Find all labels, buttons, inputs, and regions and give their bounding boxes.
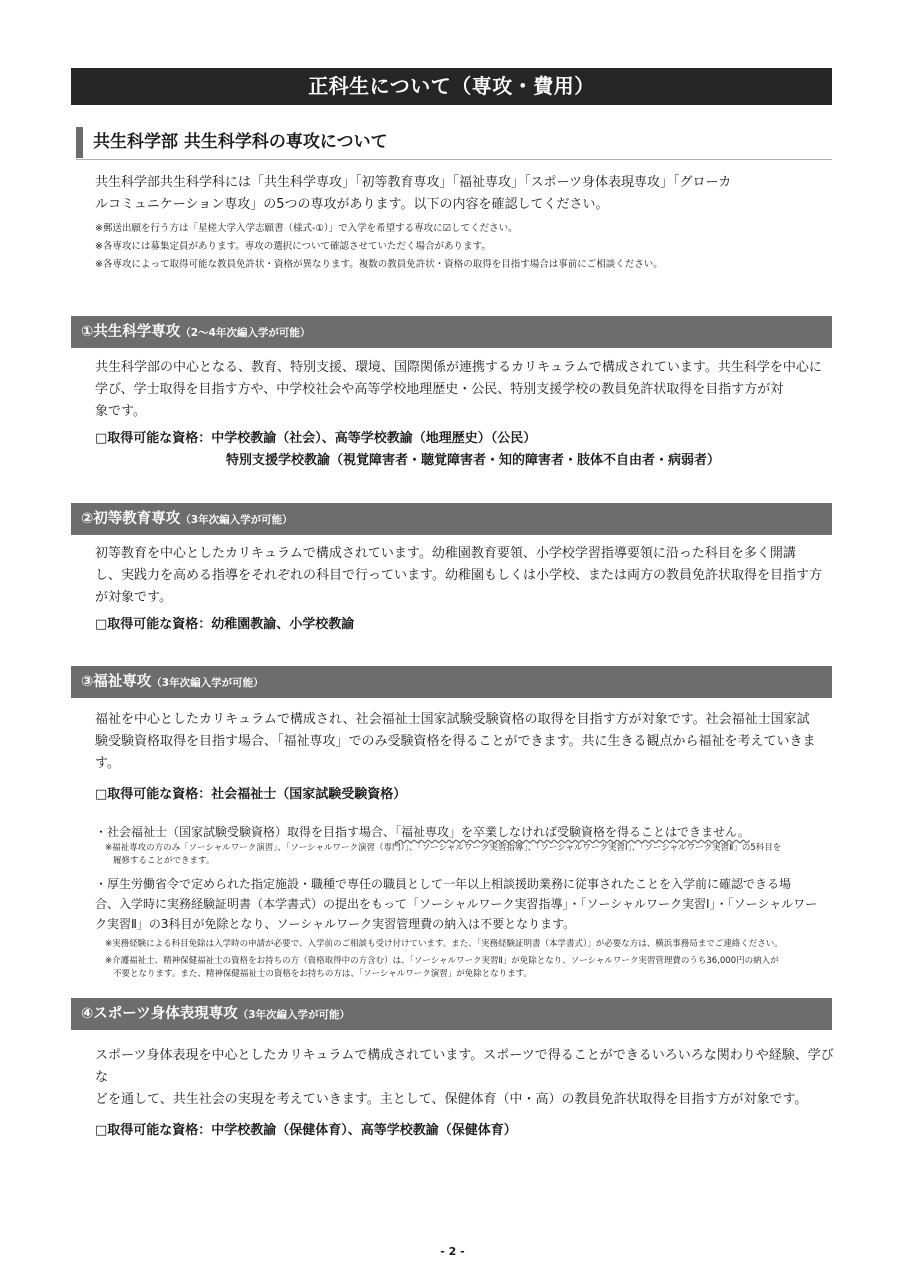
fukushi-bullet-2-cont: ク実習Ⅱ」の3科目が免除となり、ソーシャルワーク実習管理費の納入は不要となります。 [95,917,576,931]
major-line: 学び、学士取得を目指す方や、中学校社会や高等学校地理歴史・公民、特別支援学校の教員免許状取得を目指す方が対 [95,382,784,397]
section-title: 共生科学部 共生科学科の専攻について [93,132,388,152]
major-title: ②初等教育専攻 [81,511,181,527]
intro-line: ルコミュニケーション専攻」の5つの専攻があります。以下の内容を確認してください。 [95,197,609,212]
page-title: 正科生について（専攻・費用） [71,68,832,105]
fukushi-note: ※福祉専攻の方のみ「ソーシャルワーク演習」、「ソーシャルワーク演習（専門）」、「ソーシャルワーク実習指導」、「ソーシャルワーク実習Ⅰ」、「ソーシャルワーク実習Ⅱ」の5科目を [105,843,782,853]
major-line: が対象です。 [95,590,172,605]
major-body-shoto [95,543,835,636]
major-line: し、実践力を高める指導をそれぞれの科目で行っています。幼稚園もしくは小学校、または両方の教員免許状取得を目指す方 [95,568,822,583]
intro-note: ※各専攻によって取得可能な教員免許状・資格が異なります。複数の教員免許状・資格の取得を目指す場合は事前にご相談ください。 [95,259,663,270]
major-title: ①共生科学専攻 [81,324,181,340]
qualification: □取得可能な資格：幼稚園教諭、小学校教諭 [95,617,355,632]
fukushi-bullet-2: ・厚生労働省令で定められた指定施設・職種で専任の職員として一年以上相談援助業務に従事されたことを入学前に確認できる場 [95,877,792,891]
section-heading [76,127,832,160]
qualification: □取得可能な資格：中学校教諭（社会）、高等学校教諭（地理歴史）（公民） [95,431,537,446]
major-line: どを通して、共生社会の実現を考えていきます。主として、保健体育（中・高）の教員免許状取得を目指す方が対象です。 [95,1092,808,1107]
major-sub: （3年次編入学が可能） [237,1009,351,1021]
major-line: スポーツ身体表現を中心としたカリキュラムで構成されています。スポーツで得ることができるいろいろな関わりや経験、学びな [95,1048,834,1085]
major-sub: （3年次編入学が可能） [180,514,293,526]
page-number: - 2 - [440,1245,465,1258]
major-body-fukushi [95,709,835,981]
major-title: ④スポーツ身体表現専攻 [81,1006,238,1022]
major-line: 験受験資格取得を目指す場合、「福祉専攻」でのみ受験資格を得ることができます。共に生きる観点から福祉を考えていきます。 [95,734,816,771]
major-line: 象です。 [95,404,146,419]
major-line: 共生科学部の中心となる、教育、特別支援、環境、国際関係が連携するカリキュラムで構成されています。共生科学を中心に [95,360,822,375]
fukushi-bullet-1: ・社会福祉士（国家試験受験資格）取得を目指す場合、「福祉専攻」を卒業しなければ受験資格を得ることはできません。 [95,825,750,839]
fukushi-note: 履修することができます。 [113,856,215,866]
fukushi-note: ※介護福祉士、精神保健福祉士の資格をお持ちの方（資格取得中の方含む）は、「ソーシャルワーク実習Ⅱ」が免除となり、ソーシャルワーク実習管理費のうち36,000円の納入が [105,956,779,966]
intro-note: ※郵送出願を行う方は「星槎大学入学志願書（様式-①）」で入学を希望する専攻に☑してください。 [95,223,518,234]
emphasis-text: 「福祉専攻」を卒業しなければ受験資格を得ることはできません。 [395,825,750,839]
intro-note: ※各専攻には募集定員があります。専攻の選択について確認させていただく場合があります。 [95,241,491,252]
major-header-fukushi [71,666,832,698]
major-header-sports [71,998,832,1030]
major-header-kyosei [71,316,832,348]
intro-block [95,172,835,274]
section-marker [76,127,83,158]
qualification: □取得可能な資格：社会福祉士（国家試験受験資格） [95,787,407,802]
qualification: □取得可能な資格：中学校教諭（保健体育）、高等学校教諭（保健体育） [95,1123,517,1138]
major-body-sports [95,1045,835,1142]
fukushi-note: 不要となります。また、精神保健福祉士の資格をお持ちの方は、「ソーシャルワーク演習」が免除となります。 [113,969,533,979]
major-line: 初等教育を中心としたカリキュラムで構成されています。幼稚園教育要領、小学校学習指導要領に沿った科目を多く開講 [95,546,796,561]
major-sub: （2〜4年次編入学が可能） [180,327,311,339]
major-sub: （3年次編入学が可能） [151,677,264,689]
intro-line: 共生科学部共生科学科には「共生科学専攻」「初等教育専攻」「福祉専攻」「スポーツ身体表現専攻」「グローカ [95,175,732,190]
fukushi-bullet-2-cont: 合、入学時に実務経験証明書（本学書式）の提出をもって「ソーシャルワーク実習指導」・「ソーシャルワーク実習Ⅰ」・「ソーシャルワー [95,897,818,911]
fukushi-note: ※実務経験による科目免除は入学時の申請が必要で、入学前のご相談も受け付けています。また、「実務経験証明書（本学書式）」が必要な方は、横浜事務局までご連絡ください。 [105,939,783,949]
qualification-cont: 特別支援学校教諭（視覚障害者・聴覚障害者・知的障害者・肢体不自由者・病弱者） [226,453,721,468]
major-body-kyosei [95,357,835,472]
major-header-shoto [71,503,832,535]
major-line: 福祉を中心としたカリキュラムで構成され、社会福祉士国家試験受験資格の取得を目指す方が対象です。社会福祉士国家試 [95,712,810,727]
major-title: ③福祉専攻 [81,674,152,690]
